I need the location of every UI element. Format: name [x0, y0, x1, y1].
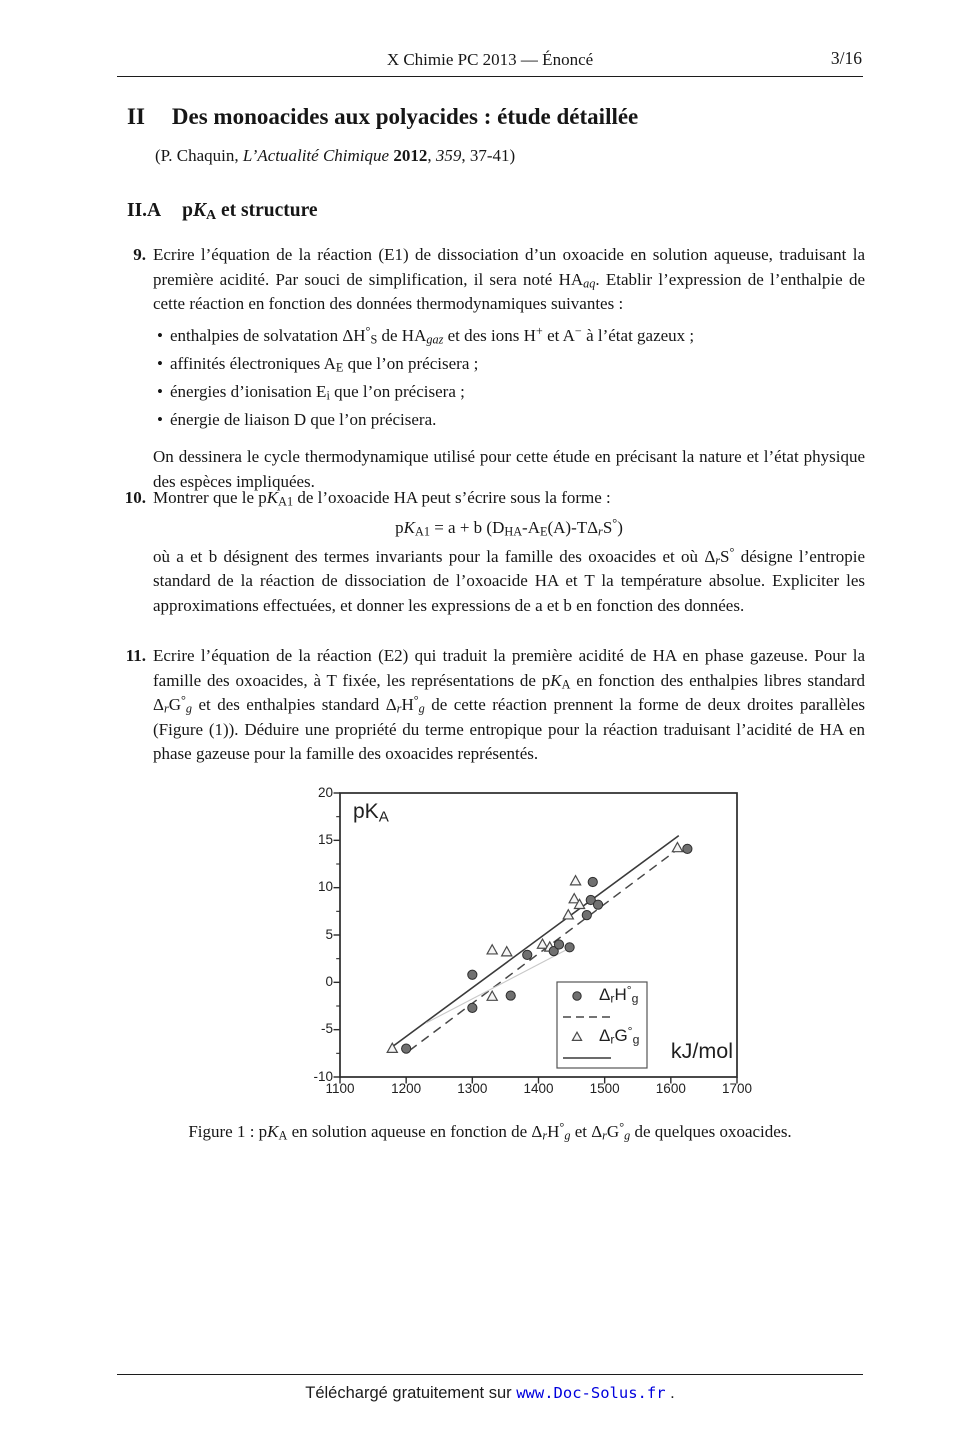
data-point-triangle	[570, 876, 580, 885]
header-title: X Chimie PC 2013 — Énoncé	[386, 50, 594, 69]
data-point-triangle	[487, 991, 497, 1000]
data-point-triangle	[502, 947, 512, 956]
x-tick-label: 1600	[655, 1081, 686, 1096]
y-tick-label: -10	[313, 1068, 333, 1084]
y-tick-label: 20	[317, 784, 333, 800]
question-11-text: Ecrire l’équation de la réaction (E2) qui traduit la première acidité de HA en phase gazeuse. Pour la famille des oxoacides, à T fixée, les représentations de $pK_A$ en fonction des enthalpies libres standard $\Delta_rG^\circ_g$ et des enthalpies standard $\Delta_rH^\circ_g$ de cette réaction prennent la forme de deux droites parallèles (Figure (1)). Déduire une propriété du terme entropique pour la réaction traduisant l’acidité de HA en phase gazeuse pour la famille des oxoacides représentés.	[153, 646, 865, 763]
question-9-bullet-list	[153, 324, 865, 433]
y-tick-label: 0	[325, 973, 333, 989]
legend-label-drg: $\Delta_rG^\circ_g$	[599, 1023, 640, 1047]
data-point-circle	[565, 943, 574, 952]
data-point-triangle	[672, 843, 682, 852]
section-heading	[127, 104, 638, 130]
bullet-item: • énergie de liaison D que l’on précisera.	[153, 408, 865, 433]
question-11-number: 11.	[125, 646, 146, 665]
x-tick-label: 1100	[325, 1081, 355, 1096]
bullet-item: • enthalpies de solvatation $\Delta H^\circ_S$ de $HA_{gaz}$ et des ions H+ et A− à l’état gazeux ;	[153, 324, 865, 349]
data-point-circle	[468, 970, 477, 979]
data-point-circle	[554, 940, 563, 949]
data-point-circle	[506, 991, 515, 1000]
figure-1-chart	[303, 786, 755, 1112]
x-tick-label: 1300	[457, 1081, 488, 1096]
x-tick-label: 1400	[523, 1081, 554, 1096]
subsection-number: II.A	[127, 200, 162, 221]
x-tick-label: 1200	[391, 1081, 422, 1096]
x-tick-label: 1700	[721, 1081, 753, 1096]
bullet-item: • énergies d’ionisation $E_i$ que l’on précisera ;	[153, 380, 865, 405]
section-title: Des monoacides aux polyacides : étude détaillée	[171, 104, 639, 129]
y-tick-label: 5	[325, 926, 333, 942]
subsection-title: $pK_A$ et structure	[182, 200, 318, 224]
question-11	[125, 644, 865, 767]
subsection-heading	[127, 200, 318, 222]
question-10-intro: Montrer que le $pK_{A1}$ de l’oxoacide HA peut s’écrire sous la forme :	[153, 488, 611, 509]
question-10	[124, 486, 866, 618]
doc-solus-link[interactable]: www.Doc-Solus.fr	[516, 1384, 666, 1402]
equation-pka1: $pK_{A1} = a + b$ $(D_{HA}-A_E(A)-T\Delta_rS^\circ)$	[395, 515, 623, 539]
data-point-circle	[468, 1003, 477, 1012]
data-point-circle	[588, 877, 597, 886]
question-9	[133, 243, 865, 494]
question-9-outro: On dessinera le cycle thermodynamique utilisé pour cette étude en précisant la nature et l’état physique des espèces impliquées.	[153, 447, 865, 491]
question-9-intro: Ecrire l’équation de la réaction (E1) de dissociation d’un oxoacide en solution aqueuse, traduisant la première acidité. Par souci de simplification, il sera noté $HA_{aq}$. Etablir l’expression de l’enthalpie de cette réaction en fonction des données thermodynamiques suivantes :	[153, 245, 865, 313]
y-tick-label: 15	[317, 831, 333, 847]
figure-caption: Figure 1 : $pK_A$ en solution aqueuse en fonction de $\Delta_rH^\circ_g$ et $\Delta_rG^\circ_g$ de quelques oxoacides.	[188, 1119, 792, 1143]
data-point-triangle	[487, 945, 497, 954]
data-point-circle	[683, 844, 692, 853]
data-point-circle	[573, 992, 581, 1000]
y-axis-label: $pK_A$	[353, 800, 389, 826]
footer-text	[0, 1384, 980, 1403]
page-number: 3/16	[830, 48, 862, 68]
y-tick-label: -5	[320, 1021, 333, 1037]
data-point-circle	[582, 911, 591, 920]
section-reference: (P. Chaquin, L’Actualité Chimique 2012, 359, 37-41)	[155, 146, 516, 165]
data-point-circle	[402, 1044, 411, 1053]
question-10-outro: où a et b désignent des termes invariants pour la famille des oxoacides et où $\Delta_rS^\circ$ désigne l’entropie standard de la réaction de dissociation de l’oxoacide HA et T la température absolue. Expliciter les approximations effectuées, et donner les expressions de a et b en fonction des données.	[153, 544, 866, 615]
question-10-number: 10.	[124, 488, 146, 507]
bullet-item: • affinités électroniques $A_E$ que l’on précisera ;	[153, 352, 865, 377]
x-axis-label: kJ/mol	[670, 1039, 733, 1063]
y-tick-label: 10	[317, 879, 333, 895]
data-point-triangle	[537, 939, 547, 948]
data-point-circle	[593, 900, 602, 909]
question-9-number: 9.	[133, 245, 146, 264]
data-point-circle	[523, 950, 532, 959]
header-rule	[117, 76, 863, 77]
section-number: II	[127, 104, 145, 129]
legend-label-drh: $\Delta_rH^\circ_g$	[599, 982, 639, 1006]
footer-rule	[117, 1374, 863, 1375]
footer-prefix: Téléchargé gratuitement sur	[305, 1384, 512, 1402]
footer-period: .	[670, 1384, 675, 1402]
trend-line-faint	[426, 946, 573, 1023]
x-tick-label: 1500	[589, 1081, 620, 1096]
